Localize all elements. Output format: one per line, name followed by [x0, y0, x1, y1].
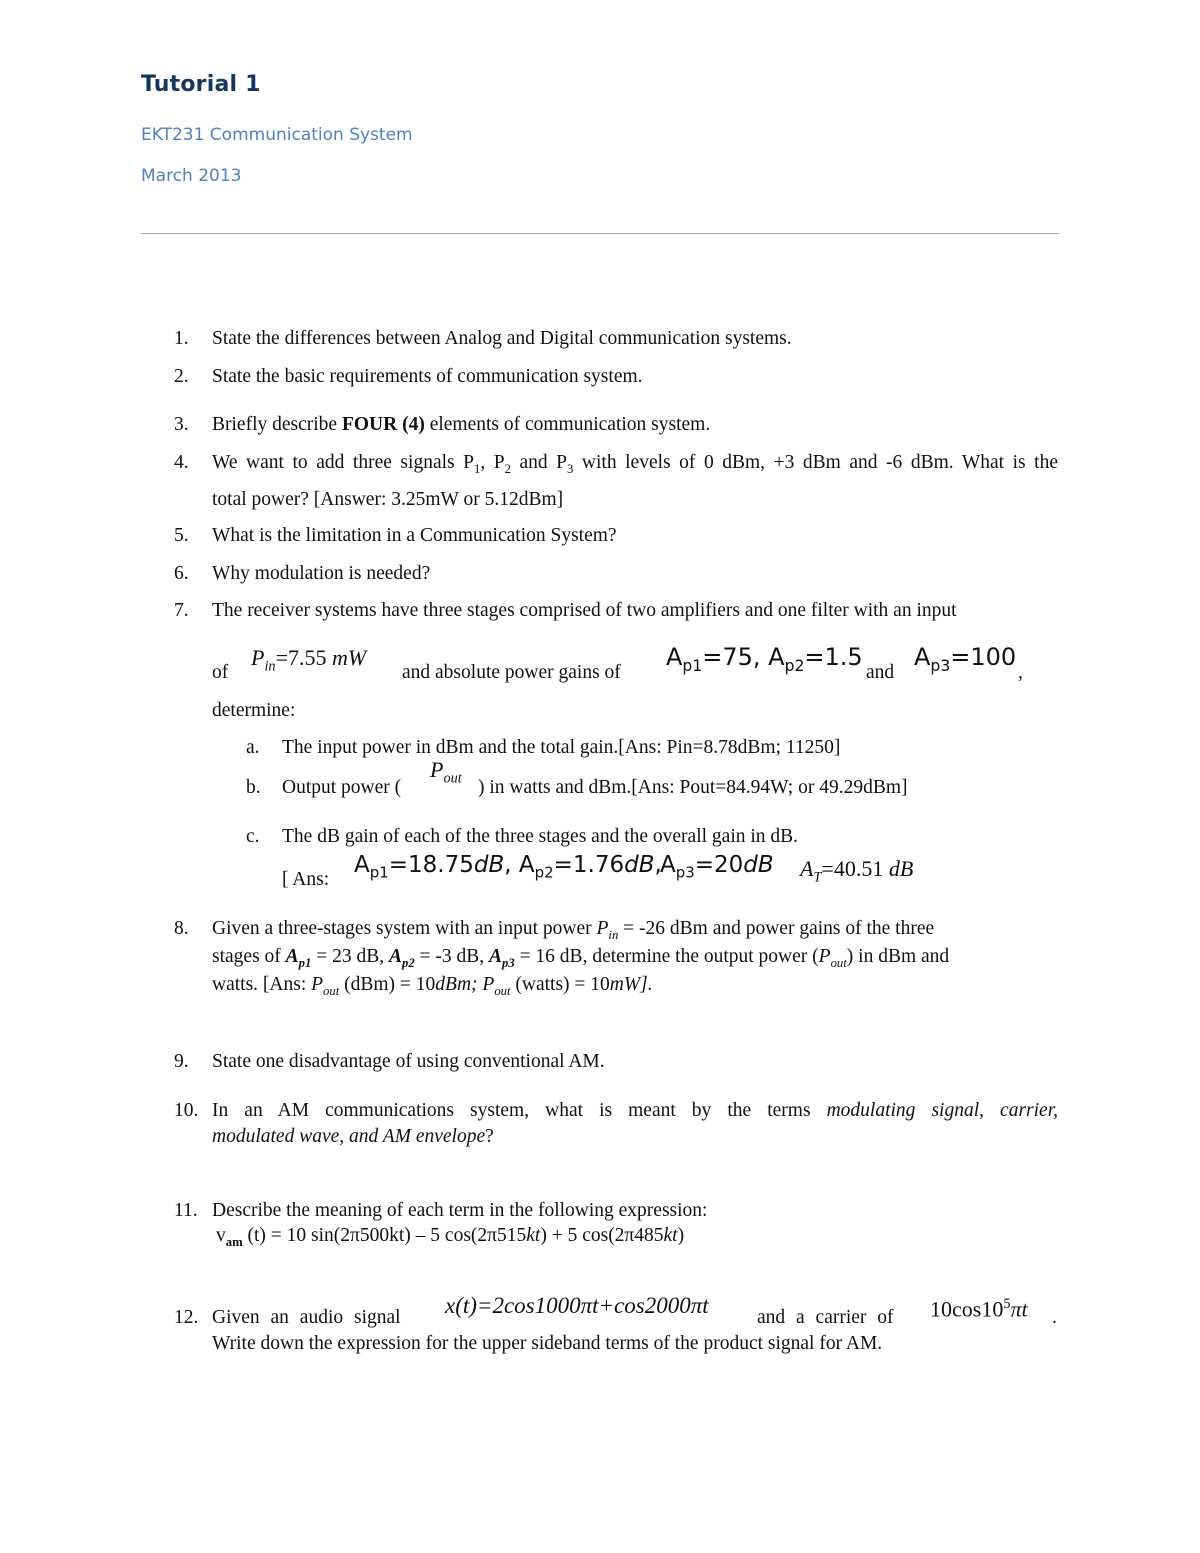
subscript: p3	[502, 955, 515, 970]
value: =20	[694, 852, 744, 878]
subscript: am	[225, 1234, 243, 1249]
subscript: p1	[298, 955, 312, 970]
value: ,	[654, 852, 662, 878]
equation-carrier	[930, 1296, 1028, 1322]
equation-pout	[430, 757, 462, 787]
answer-label: [ Ans:	[282, 869, 330, 890]
subquestion-text: ) in watts and dBm.[Ans: Pout=84.94W; or 49.29dBm]	[478, 777, 908, 798]
symbol: P	[482, 974, 495, 995]
unit: dBm;	[435, 974, 483, 995]
equation-answer-gains	[354, 852, 662, 882]
symbol: A	[800, 856, 814, 881]
subscript: 1	[474, 461, 481, 476]
symbol: A	[285, 946, 299, 967]
symbol: A	[666, 643, 683, 671]
question-text-continued	[212, 971, 653, 1005]
subscript: p3	[930, 656, 951, 675]
subscript: p2	[784, 656, 805, 675]
equation-answer-at	[800, 856, 913, 886]
symbol: P	[430, 757, 444, 782]
text-run: Briefly describe	[212, 414, 342, 435]
question-text: The receiver systems have three stages comprised of two amplifiers and one filter with an input	[212, 600, 957, 621]
symbol: P	[251, 645, 265, 670]
text-run: watts. [Ans:	[212, 974, 312, 995]
value: =100	[950, 643, 1017, 671]
text-run: (watts) = 10	[510, 974, 610, 995]
italic-text: modulating signal, carrier,	[826, 1100, 1058, 1121]
subscript: p1	[682, 656, 703, 675]
unit: dB	[473, 852, 505, 878]
question-number: 5.	[174, 525, 189, 546]
question-text: Describe the meaning of each term in the following expression:	[212, 1200, 708, 1221]
value: =1.5	[804, 643, 863, 671]
italic-text: modulated wave, and AM envelope	[212, 1126, 486, 1147]
equation-gains	[666, 643, 863, 675]
text-run: = 16 dB, determine the output power (	[514, 946, 819, 967]
value: =7.55	[275, 645, 327, 670]
value: =40.51	[821, 856, 884, 881]
superscript: 5	[1003, 1296, 1011, 1312]
unit: mW].	[609, 974, 653, 995]
question-text	[212, 411, 710, 439]
subscript: out	[494, 983, 511, 998]
subscript: out	[830, 955, 847, 970]
text-run: We want to add three signals P	[212, 452, 474, 473]
question-text-continued	[212, 1123, 494, 1151]
unit: dB	[888, 856, 914, 881]
subscript: 2	[504, 461, 511, 476]
question-text-continued: total power? [Answer: 3.25mW or 5.12dBm]	[212, 489, 564, 510]
text-run: elements of communication system.	[424, 414, 711, 435]
text-run: = -3 dB,	[414, 946, 490, 967]
equation-pin	[251, 645, 366, 675]
text-run: (t) = 10 sin(2π500kt) – 5 cos(2π515	[242, 1225, 527, 1246]
value: , A	[504, 852, 535, 878]
question-number: 8.	[174, 918, 189, 939]
subscript: out	[443, 770, 462, 787]
question-number: 12.	[174, 1307, 199, 1328]
question-text-continued: Write down the expression for the upper sideband terms of the product signal for AM.	[212, 1333, 883, 1354]
equation-answer-ap3	[660, 852, 774, 882]
question-text: State the basic requirements of communication system.	[212, 366, 643, 387]
subscript: p2	[534, 863, 554, 882]
symbol: P	[596, 918, 609, 939]
question-text: What is the limitation in a Communication System?	[212, 525, 617, 546]
symbol: A	[354, 852, 370, 878]
course-name: EKT231 Communication System	[141, 125, 413, 145]
question-number: 10.	[174, 1100, 199, 1121]
question-number: 7.	[174, 600, 189, 621]
text-run: and absolute power gains of	[402, 662, 621, 683]
subquestion-letter: c.	[246, 826, 260, 847]
italic-text: kt	[663, 1225, 678, 1246]
subscript: out	[323, 983, 340, 998]
subquestion-letter: b.	[246, 777, 261, 798]
subquestion-text: The dB gain of each of the three stages and the overall gain in dB.	[282, 826, 799, 847]
equation-audio-signal: x(t)=2cos1000πt+cos2000πt	[445, 1293, 709, 1318]
text-run: (dBm) = 10	[339, 974, 436, 995]
question-number: 1.	[174, 328, 189, 349]
subscript: T	[813, 869, 822, 886]
text-run: ?	[485, 1126, 494, 1147]
symbol: A	[489, 946, 503, 967]
subscript: in	[608, 927, 619, 942]
subquestion-letter: a.	[246, 737, 260, 758]
symbol: v	[216, 1225, 226, 1246]
question-text: State the differences between Analog and Digital communication systems.	[212, 328, 792, 349]
question-text: State one disadvantage of using conventional AM.	[212, 1051, 605, 1072]
value: =18.75	[388, 852, 474, 878]
question-number: 6.	[174, 563, 189, 584]
text-run: ,	[1018, 662, 1023, 683]
unit: dB	[743, 852, 774, 878]
question-text	[212, 1097, 1058, 1125]
text-run: with levels of 0 dBm, +3 dBm and -6 dBm. What is the	[573, 452, 1058, 473]
question-number: 3.	[174, 414, 189, 435]
text-run: stages of	[212, 946, 286, 967]
text-run: and a carrier of	[757, 1307, 894, 1328]
symbol: P	[818, 946, 831, 967]
text-run: ) in dBm and	[846, 946, 950, 967]
subscript: in	[264, 658, 276, 675]
subscript: p1	[369, 863, 389, 882]
text-run: of	[212, 662, 229, 683]
symbol: πt	[1010, 1296, 1028, 1322]
subscript: p3	[675, 863, 695, 882]
text-run: In an AM communications system, what is meant by the terms	[212, 1100, 827, 1121]
value: 10cos10	[930, 1296, 1004, 1322]
symbol: A	[388, 946, 402, 967]
italic-text: kt	[526, 1225, 541, 1246]
text-run: Given an audio signal	[212, 1307, 401, 1328]
symbol: A	[660, 852, 676, 878]
text-run: Given a three-stages system with an input power	[212, 918, 597, 939]
text-run: ) + 5 cos(2π485	[540, 1225, 664, 1246]
value: =75, A	[702, 643, 785, 671]
question-number: 4.	[174, 452, 189, 473]
document-title: Tutorial 1	[141, 72, 261, 97]
text-run: , P	[480, 452, 505, 473]
text-run: )	[677, 1225, 685, 1246]
text-run: .	[1052, 1307, 1057, 1328]
text-run: determine:	[212, 700, 296, 721]
subquestion-text: Output power (	[282, 777, 402, 798]
question-number: 2.	[174, 366, 189, 387]
question-text: Why modulation is needed?	[212, 563, 431, 584]
header-divider	[141, 233, 1059, 234]
value: =1.76	[553, 852, 625, 878]
expression	[216, 1222, 684, 1256]
bold-text: FOUR (4)	[341, 414, 425, 435]
subscript: p2	[401, 955, 415, 970]
unit: mW	[332, 645, 367, 670]
text-run: and P	[510, 452, 568, 473]
unit: dB	[624, 852, 655, 878]
question-number: 11.	[174, 1200, 198, 1221]
symbol: P	[311, 974, 324, 995]
text-run: = 23 dB,	[311, 946, 389, 967]
subscript: 3	[567, 461, 574, 476]
subquestion-text: The input power in dBm and the total gain.[Ans: Pin=8.78dBm; 11250]	[282, 737, 841, 758]
symbol: A	[914, 643, 931, 671]
question-text	[212, 449, 1058, 483]
text-run: and	[866, 662, 895, 683]
document-date: March 2013	[141, 166, 242, 186]
text-run: = -26 dBm and power gains of the three	[618, 918, 935, 939]
question-number: 9.	[174, 1051, 189, 1072]
equation-gain-3	[914, 643, 1016, 675]
